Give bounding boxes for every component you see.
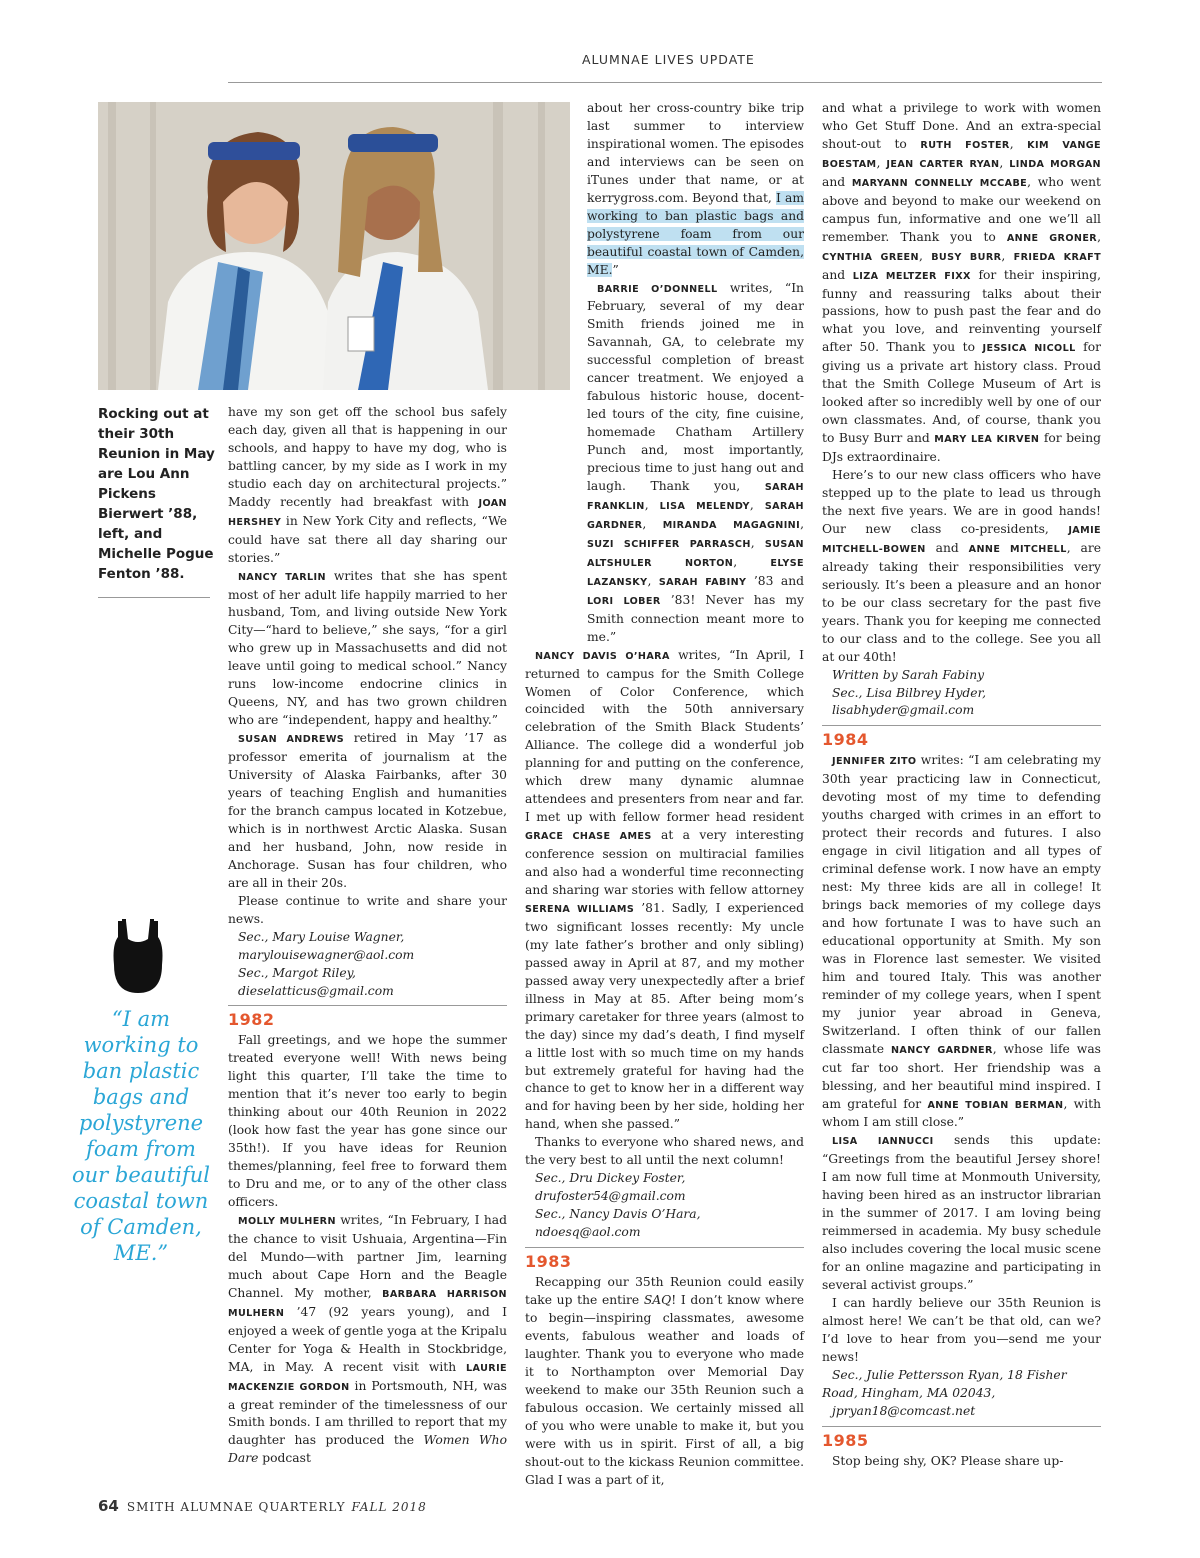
- paragraph: [587, 280, 804, 647]
- text-run: for their inspiring, funny and reassuring talks about their passions, how to push past the fear and do what you love, and reinventing yourself after 50. Thank you to: [822, 267, 1101, 355]
- text-run: ,: [1009, 136, 1028, 151]
- reunion-photo: [98, 102, 570, 390]
- text-run: ”: [612, 262, 619, 277]
- classmate-name: LIZA MELTZER FIXX: [852, 270, 971, 282]
- page-footer: [98, 1497, 427, 1515]
- secretary-line: Sec., Margot Riley,: [238, 965, 356, 980]
- classmate-name: GRACE CHASE AMES: [525, 831, 652, 843]
- column-1: [228, 404, 507, 1468]
- classmate-name: ANNE GRONER: [1006, 232, 1098, 244]
- classmate-name: JAMIE MITCHELL-BOWEN: [822, 524, 1101, 555]
- classmate-name: SARAH FRANKLIN: [587, 482, 804, 512]
- classmate-name: MARYANN CONNELLY MCCABE: [851, 177, 1028, 189]
- secretary-line: Sec., Julie Pettersson Ryan, 18 Fisher Road, Hingham, MA 02043,: [822, 1367, 1067, 1400]
- classmate-name: LISA IANNUCCI: [832, 1136, 934, 1148]
- text-run: ,: [1097, 229, 1101, 244]
- column-3: [822, 100, 1101, 1471]
- text-run: writes, “In February, several of my dear Smith friends joined me in Savannah, GA, to celebrate my successful completion of breast cancer treatment. We enjoyed a fabulous historic house, docent-led tours of the city, fine cuisine, homemade Chatham Artillery Punch and, most importantly, precious time to just hang out and laugh. Thank you,: [587, 280, 804, 494]
- paragraph: [525, 1274, 804, 1489]
- text-run: ’81. Sadly, I experienced two significant losses recently: My uncle (my late father’s brother and only sibling) passed away in April at 87, and my mother passed away very unexpectedly after a brief illness in May at 85. After being mom’s primary caretaker for three years (almost to the day) since my dad’s death, I find myself a little lost with so much time on my hands but extremely grateful for having had the chance to get to know her in a different way and for having been by her side, holding her hand, when she passed.”: [525, 900, 804, 1132]
- paragraph: [822, 467, 1101, 666]
- text-run: ,: [647, 573, 659, 588]
- classmate-name: SARAH FABINY: [658, 576, 747, 588]
- classmate-name: LORI LOBER: [587, 595, 661, 607]
- italic-title: SAQ: [643, 1293, 672, 1307]
- paragraph: [228, 1212, 507, 1468]
- text-run: Here’s to our new class officers who have stepped up to the plate to lead us through the next five years. We are in good hands! Our new class co-presidents,: [822, 468, 1101, 536]
- text-run: ’83 and: [746, 573, 804, 588]
- secretary-line: lisabhyder@gmail.com: [832, 703, 975, 718]
- classmate-name: LISA MELENDY: [659, 500, 750, 512]
- paragraph: [228, 404, 507, 568]
- text-run: about her cross-country bike trip last summer to interview inspirational women. The episodes and interviews can be seen on iTunes under that name, or at kerrygross.com. Beyond that,: [587, 101, 804, 205]
- text-run: for being DJs extraordinaire.: [822, 431, 1102, 465]
- text-run: ! I don’t know where to begin—inspiring classmates, awesome events, fabulous weather and loads of laughter. Thank you to everyone who made it to Northampton over Memorial Day weekend to make our 35th Reunion such a fabulous occasion. We certainly missed all of you who were unable to make it, but you were with us in spirit. First of all, a big shout-out to the kickass Reunion committee. Glad I was a part of it,: [525, 1293, 804, 1487]
- classmate-name: SERENA WILLIAMS: [525, 903, 635, 915]
- class-year-heading: 1983: [525, 1247, 804, 1272]
- text-run: ,: [999, 155, 1010, 170]
- text-run: ,: [733, 554, 771, 569]
- text-run: ’83! Never has my Smith connection meant more to me.”: [587, 592, 804, 644]
- issue-date: FALL 2018: [351, 1500, 427, 1514]
- text-run: ,: [642, 516, 663, 531]
- class-year-heading: 1985: [822, 1426, 1101, 1451]
- text-run: Stop being shy, OK? Please share up-: [832, 1453, 1064, 1468]
- classmate-name: JOAN HERSHEY: [228, 497, 507, 528]
- classmate-name: LINDA MORGAN: [1009, 158, 1101, 170]
- text-run: , with whom I am still close.”: [822, 1096, 1101, 1130]
- text-run: sends this update: “Greetings from the beautiful Jersey shore! I am now full time at Monmouth University, having been hired as an instructor librarian in the summer of 2017. I am loving being reimmersed in academia. My busy schedule also includes covering the local music scene for an online magazine and participating in several activist groups.”: [822, 1133, 1101, 1293]
- classmate-name: JEAN CARTER RYAN: [886, 158, 1000, 170]
- text-run: Recapping our 35th Reunion could easily take up the entire: [525, 1275, 804, 1307]
- paragraph: [822, 1132, 1101, 1295]
- secretary-line: jpryan18@comcast.net: [832, 1403, 976, 1418]
- text-run: and what a privilege to work with women who Get Stuff Done. And an extra-special shout-out to: [822, 101, 1101, 151]
- highlighted-quote: I am working to ban plastic bags and polystyrene foam from our beautiful coastal town of Camden, ME.: [587, 190, 805, 277]
- classmate-name: KIM VANGE BOESTAM: [822, 139, 1101, 170]
- text-run: and: [822, 267, 853, 282]
- header-rule: [228, 82, 1102, 83]
- classmate-name: JENNIFER ZITO: [832, 756, 917, 768]
- running-head: ALUMNAE LIVES UPDATE: [582, 52, 755, 67]
- page-number: 64: [98, 1497, 119, 1515]
- class-year-heading: 1984: [822, 725, 1101, 750]
- classmate-name: MARY LEA KIRVEN: [934, 434, 1040, 446]
- paragraph: [525, 647, 804, 1135]
- caption-rule: [98, 597, 210, 598]
- paragraph: [228, 568, 507, 731]
- paragraph: [525, 1134, 804, 1170]
- paragraph: [822, 752, 1101, 1132]
- text-run: , who went above and beyond to make our weekend on campus fun, informative and one we’ll all remember. Thank you to: [822, 174, 1101, 244]
- text-run: ,: [876, 155, 887, 170]
- class-year-heading: 1982: [228, 1005, 507, 1030]
- classmate-name: BUSY BURR: [931, 251, 1002, 263]
- classmate-name: LAURIE MACKENZIE GORDON: [228, 1362, 507, 1393]
- photo-illustration: [98, 102, 570, 390]
- classmate-name: RUTH FOSTER: [920, 139, 1010, 151]
- secretary-line: Sec., Dru Dickey Foster,: [535, 1171, 686, 1186]
- text-run: podcast: [258, 1451, 311, 1466]
- classmate-name: CYNTHIA GREEN: [822, 251, 919, 263]
- pull-quote: “I am working to ban plastic bags and polystyrene foam from our beautiful coastal town of Camden, ME.”: [72, 1007, 210, 1265]
- secretary-line: Sec., Mary Louise Wagner,: [238, 929, 405, 944]
- text-run: in New York City and reflects, “We could have sat there all day sharing our stories.”: [228, 513, 507, 565]
- classmate-name: SUSAN ALTSHULER NORTON: [587, 538, 804, 569]
- text-run: writes, “In April, I returned to campus for the Smith College Women of Color Conference, which coincided with the 50th anniversary celebration of the Smith Black Students’ Alliance. The college did a wonderful job planning for and putting on the conference, which drew many dynamic alumnae attendees and presenters from near and far. I met up with fellow former head resident: [525, 647, 804, 825]
- paragraph: [228, 1032, 507, 1212]
- plastic-bag-icon: [110, 915, 166, 995]
- paragraph: [228, 730, 507, 893]
- text-run: ,: [1001, 248, 1014, 263]
- text-run: writes, “In February, I had the chance to visit Ushuaia, Argentina—Fin del Mundo—with partner Jim, learning much about Cape Horn and the Beagle Channel. My mother,: [228, 1212, 507, 1300]
- text-run: writes: “I am celebrating my 30th year practicing law in Connecticut, devoting most of my time to defending youths charged with crimes in an effort to protect their records and futures. I also engage in civil litigation and all types of criminal defense work. I now have an empty nest: My three kids are all in college! It brings back memories of my college days and how fortunate I was to have such an educational opportunity at Smith. My son was in Florence last semester. We visited him and toured Italy. This was another reminder of my college years, when I spent my junior year abroad in Geneva, Switzerland. I often think of our fallen classmate: [822, 753, 1102, 1056]
- text-run: ,: [750, 535, 765, 550]
- classmate-name: JESSICA NICOLL: [982, 343, 1076, 355]
- text-run: ,: [918, 248, 932, 263]
- text-run: ,: [800, 516, 804, 531]
- text-run: and: [925, 540, 969, 555]
- classmate-name: NANCY DAVIS O’HARA: [535, 650, 670, 662]
- publication-name: SMITH ALUMNAE QUARTERLY: [126, 1500, 346, 1514]
- text-run: ,: [644, 497, 660, 512]
- classmate-name: NANCY TARLIN: [238, 571, 326, 583]
- text-run: ,: [749, 497, 765, 512]
- text-run: retired in May ’17 as professor emerita of journalism at the University of Alaska Fairbanks, after 30 years of teaching English and humanities for the branch campus located in Kotzebue, which is in northwest Arctic Alaska. Susan and her husband, John, now reside in Anchorage. Susan has four children, who are all in their 20s.: [228, 731, 507, 890]
- text-run: , whose life was cut far too short. Her friendship was a blessing, and her beautiful mind inspired. I am grateful for: [822, 1041, 1101, 1111]
- paragraph: [822, 1453, 1101, 1471]
- text-run: I can hardly believe our 35th Reunion is almost here! We can’t be that old, can we? I’d love to hear from you—send me your news!: [822, 1296, 1101, 1364]
- text-run: at a very interesting conference session on multiracial families and also had a wonderful time reconnecting and sharing war stories with fellow attorney: [525, 828, 804, 897]
- classmate-name: ANNE TOBIAN BERMAN: [927, 1099, 1064, 1111]
- text-run: ’47 (92 years young), and I enjoyed a week of gentle yoga at the Kripalu Center for Yoga & Health in Stockbridge, MA, in May. A recent visit with: [228, 1304, 507, 1374]
- paragraph: [228, 893, 507, 929]
- classmate-name: ELYSE LAZANSKY: [587, 557, 804, 588]
- text-run: have my son get off the school bus safely each day, given all that is happening in our schools, and happy to have my dog, who is battling cancer, by my side as I work in my studio each day on architectural projects.” Maddy recently had breakfast with: [228, 405, 507, 509]
- text-run: Thanks to everyone who shared news, and the very best to all until the next column!: [525, 1135, 804, 1168]
- paragraph: [587, 100, 804, 280]
- secretary-line: drufoster54@gmail.com: [535, 1189, 686, 1204]
- text-run: writes that she has spent most of her adult life happily married to her husband, Tom, and living outside New York City—“hard to believe,” she says, “for a girl who grew up in Massachusetts and did not leave until going to medical school.” Nancy runs low-income endocrine clinics in Queens, NY, and has two grown children who are “independent, happy and healthy.”: [228, 568, 508, 728]
- secretary-line: marylouisewagner@aol.com: [238, 947, 415, 962]
- secretary-line: Written by Sarah Fabiny: [832, 667, 985, 682]
- secretary-line: Sec., Nancy Davis O’Hara,: [535, 1207, 701, 1222]
- paragraph: [822, 1295, 1101, 1367]
- column-2: [525, 100, 805, 1489]
- classmate-name: NANCY GARDNER: [891, 1044, 993, 1056]
- text-run: Fall greetings, and we hope the summer treated everyone well! With news being light this quarter, I’ll take the time to mention that it’s never too early to begin thinking about our 40th Reunion in 2022 (look how fast the year has gone since our 35th!). If you have ideas for Reunion themes/planning, feel free to forward them to Dru and me, or to any of the other class officers.: [228, 1033, 507, 1210]
- classmate-name: SUZI SCHIFFER PARRASCH: [587, 538, 751, 550]
- classmate-name: MOLLY MULHERN: [238, 1215, 336, 1227]
- paragraph: [822, 100, 1101, 467]
- text-run: for giving us a private art history class. Proud that the Smith College Museum of Art is looked after so incredibly well by one of our own classmates. And, of course, thank you to Busy Burr and: [822, 340, 1101, 446]
- text-run: Please continue to write and share your news.: [228, 893, 507, 926]
- classmate-name: FRIEDA KRAFT: [1013, 251, 1102, 263]
- classmate-name: BARBARA HARRISON MULHERN: [228, 1288, 507, 1319]
- secretary-line: ndoesq@aol.com: [535, 1225, 641, 1240]
- classmate-name: SARAH GARDNER: [587, 500, 804, 531]
- italic-title: Women Who Dare: [228, 1433, 507, 1466]
- classmate-name: SUSAN ANDREWS: [238, 734, 345, 746]
- secretary-line: dieselatticus@gmail.com: [238, 983, 394, 998]
- text-run: in Portsmouth, NH, was a great reminder of the timelessness of our Smith bonds. I am thrilled to report that my daughter has produced the: [228, 1378, 507, 1448]
- classmate-name: MIRANDA MAGAGNINI: [662, 519, 801, 531]
- photo-caption: Rocking out at their 30th Reunion in May are Lou Ann Pickens Bierwert ’88, left, and Michelle Pogue Fenton ’88.: [98, 406, 215, 582]
- text-run: and: [822, 174, 852, 189]
- secretary-line: Sec., Lisa Bilbrey Hyder,: [832, 685, 987, 700]
- text-run: , are already taking their responsibilities very seriously. It’s been a pleasure and an honor to be our class secretary for the past five years. Thank you for keeping me connected to our class and to the college. See you all at our 40th!: [822, 540, 1101, 664]
- classmate-name: ANNE MITCHELL: [968, 543, 1067, 555]
- classmate-name: BARRIE O’DONNELL: [597, 283, 718, 295]
